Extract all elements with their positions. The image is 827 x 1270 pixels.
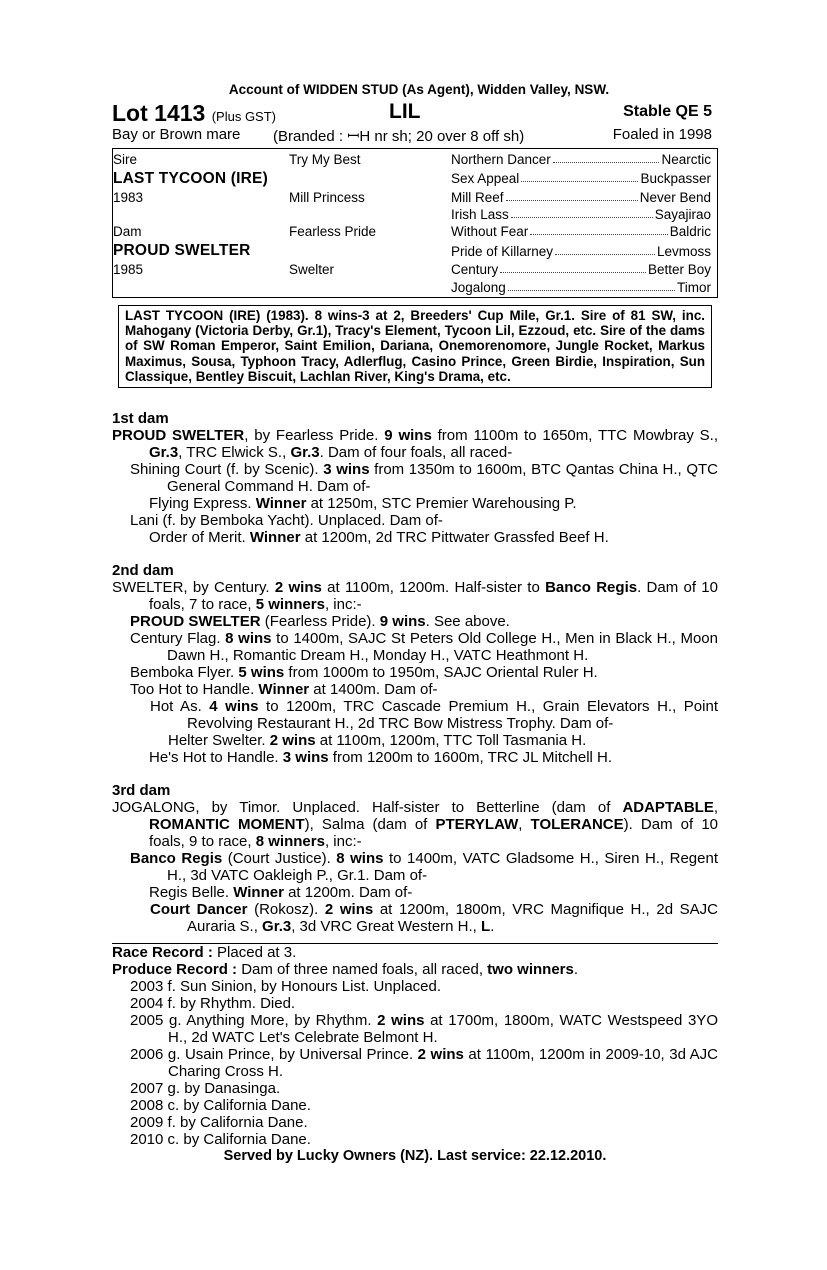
account-line: Account of WIDDEN STUD (As Agent), Widden Valley, NSW. [228,82,610,97]
dam-sire: Fearless Pride [289,224,377,239]
produce-century-flag: Century Flag. 8 wins to 1400m, SAJC St Peters Old College H., Men in Black H., Moon Dawn H., Romantic Dream H., Monday H., VATC Heathmont H. [130,630,718,665]
pedigree-g3-2: Sex Appeal Buckpasser [451,171,711,186]
produce-2009: 2009 f. by California Dane. [130,1114,308,1132]
produce-2006: 2006 g. Usain Prince, by Universal Prince. 2 wins at 1100m, 1200m in 2009-10, 3d AJC Charing Cross H. [130,1046,718,1081]
pedigree-g3-5: Without Fear Baldric [451,224,711,239]
sire-sire: Try My Best [289,152,361,167]
produce-court-dancer: Court Dancer (Rokosz). 2 wins at 1200m, 1800m, VRC Magnifique H., 2d SAJC Auraria S., Gr.3, 3d VRC Great Western H., L. [150,901,718,936]
pedigree-g3-8: Jogalong Timor [451,280,711,295]
produce-lani: Lani (f. by Bemboka Yacht). Unplaced. Dam of- [130,512,443,530]
produce-proud-swelter: PROUD SWELTER (Fearless Pride). 9 wins. See above. [130,613,510,631]
produce-2010: 2010 c. by California Dane. [130,1131,311,1149]
produce-record: Produce Record : Dam of three named foals, all raced, two winners. [112,961,579,979]
produce-banco-regis: Banco Regis (Court Justice). 8 wins to 1400m, VATC Gladsome H., Siren H., Regent H., 3d VATC Oakleigh P., Gr.1. Dam of- [130,850,718,885]
produce-order-of-merit: Order of Merit. Winner at 1200m, 2d TRC Pittwater Grassfed Beef H. [149,529,609,547]
pedigree-table [112,148,718,298]
colour-sex: Bay or Brown mare [112,126,241,143]
description-line [112,126,718,148]
pedigree-g3-6: Pride of Killarney Levmoss [451,244,711,259]
produce-bemboka-flyer: Bemboka Flyer. 5 wins from 1000m to 1950m, SAJC Oriental Ruler H. [130,664,598,682]
pedigree-g3-1: Northern Dancer Nearctic [451,152,711,167]
dam-label: Dam [113,224,142,239]
sire-year: 1983 [113,190,144,205]
produce-2004: 2004 f. by Rhythm. Died. [130,995,296,1013]
second-dam-entry: SWELTER, by Century. 2 wins at 1100m, 1200m. Half-sister to Banco Regis. Dam of 10 foals, 7 to race, 5 winners, inc:- [112,579,718,614]
produce-too-hot-to-handle: Too Hot to Handle. Winner at 1400m. Dam of- [130,681,438,699]
produce-hes-hot-to-handle: He's Hot to Handle. 3 wins from 1200m to 1600m, TRC JL Mitchell H. [149,749,613,767]
lot-number: Lot 1413 (Plus GST) [112,100,277,126]
stable-number: Stable QE 5 [623,103,712,120]
produce-shining-court: Shining Court (f. by Scenic). 3 wins from 1350m to 1600m, BTC Qantas China H., QTC General Command H. Dam of- [130,461,718,496]
produce-hot-as: Hot As. 4 wins to 1200m, TRC Cascade Premium H., Grain Elevators H., Point Revolving Restaurant H., 2d TRC Bow Mistress Trophy. Dam of- [150,698,718,733]
dam-dam: Swelter [289,262,335,277]
brand: (Branded : ꟷH nr sh; 20 over 8 off sh) [273,128,525,145]
dam-name: PROUD SWELTER [113,242,251,259]
produce-flying-express: Flying Express. Winner at 1250m, STC Premier Warehousing P. [149,495,577,513]
race-record: Race Record : Placed at 3. [112,944,297,962]
catalogue-page [112,80,718,1165]
second-dam-heading: 2nd dam [112,562,174,580]
sire-dam: Mill Princess [289,190,365,205]
produce-helter-swelter: Helter Swelter. 2 wins at 1100m, 1200m, TTC Toll Tasmania H. [168,732,587,750]
foaled-year: Foaled in 1998 [612,126,712,143]
produce-2008: 2008 c. by California Dane. [130,1097,311,1115]
first-dam-entry: PROUD SWELTER, by Fearless Pride. 9 wins from 1100m to 1650m, TTC Mowbray S., Gr.3, TRC Elwick S., Gr.3. Dam of four foals, all raced- [112,427,718,462]
sire-name: LAST TYCOON (IRE) [113,170,268,187]
pedigree-g3-3: Mill Reef Never Bend [451,190,711,205]
produce-regis-belle: Regis Belle. Winner at 1200m. Dam of- [149,884,413,902]
produce-2003: 2003 f. Sun Sinion, by Honours List. Unplaced. [130,978,442,996]
produce-2005: 2005 g. Anything More, by Rhythm. 2 wins at 1700m, 1800m, WATC Westspeed 3YO H., 2d WATC Let's Celebrate Belmont H. [130,1012,718,1047]
third-dam-entry: JOGALONG, by Timor. Unplaced. Half-sister to Betterline (dam of ADAPTABLE, ROMANTIC MOMENT), Salma (dam of PTERYLAW, TOLERANCE). Dam of 10 foals, 9 to race, 8 winners, inc:- [112,799,718,851]
sire-summary: LAST TYCOON (IRE) (1983). 8 wins-3 at 2, Breeders' Cup Mile, Gr.1. Sire of 81 SW, inc. Mahogany (Victoria Derby, Gr.1), Tracy's Element, Tycoon Lil, Ezzoud, etc. Sire of the dams of SW Roman Emperor, Saint Emilion, Dariana, Onemorenomore, Jungle Rocket, Markus Maximus, Sousa, Typhoon Tracy, Adlerflug, Casino Prince, Green Birdie, Inspiration, Sun Classique, Bentley Biscuit, Lachlan River, King's Drama, etc. [118,305,712,388]
gst-note: (Plus GST) [211,109,277,124]
horse-name: LIL [389,100,421,123]
sire-label: Sire [113,152,138,167]
pedigree-g3-7: Century Better Boy [451,262,711,277]
lot-line [112,100,718,126]
first-dam-heading: 1st dam [112,410,169,428]
service-note: Served by Lucky Owners (NZ). Last service: 22.12.2010. [223,1148,607,1165]
dam-year: 1985 [113,262,144,277]
third-dam-heading: 3rd dam [112,782,171,800]
produce-2007: 2007 g. by Danasinga. [130,1080,281,1098]
pedigree-g3-4: Irish Lass Sayajirao [451,207,711,222]
